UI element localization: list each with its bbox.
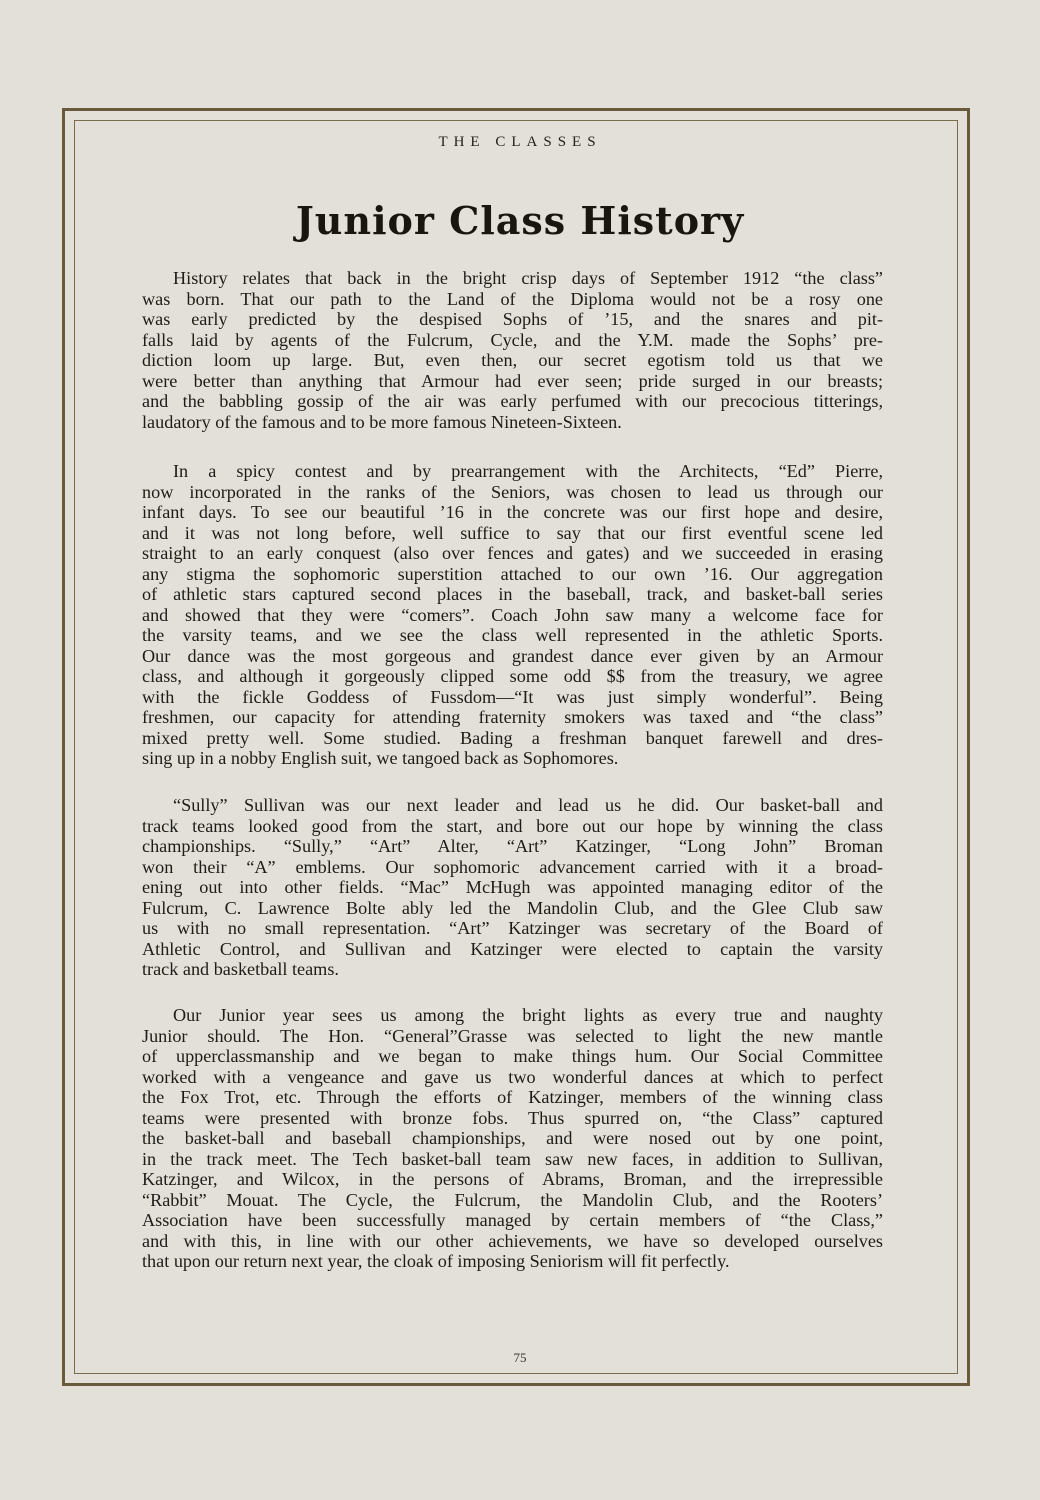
text-line: of upperclassmanship and we began to make things hum. Our Social Committee [142,1046,883,1066]
text-line: ening out into other fields. “Mac” McHugh was appointed managing editor of the [142,877,883,897]
page-number: 75 [513,1350,527,1365]
text-line: the Fox Trot, etc. Through the efforts of Katzinger, members of the winning class [142,1087,883,1107]
text-line: straight to an early conquest (also over fences and gates) and we succeeded in erasing [142,543,883,563]
text-line: and showed that they were “comers”. Coach John saw many a welcome face for [142,604,883,625]
text-line: Our Junior year sees us among the bright lights as every true and naughty [173,1005,883,1025]
text-line: was born. That our path to the Land of the Diploma would not be a rosy one [142,288,883,309]
text-line: were better than anything that Armour had ever seen; pride surged in our breasts; [142,370,883,391]
text-line: In a spicy contest and by prearrangement with the Architects, “Ed” Pierre, [173,461,883,481]
text-line: championships. “Sully,” “Art” Alter, “Art” Katzinger, “Long John” Broman [142,836,883,856]
text-line: laudatory of the famous and to be more famous Nineteen-Sixteen. [142,411,622,432]
text-line: diction loom up large. But, even then, our secret egotism told us that we [142,350,883,370]
text-line: “Rabbit” Mouat. The Cycle, the Fulcrum, the Mandolin Club, and the Rooters’ [142,1189,883,1210]
text-line: freshmen, our capacity for attending fraternity smokers was taxed and “the class” [142,707,883,727]
text-line: in the track meet. The Tech basket-ball team saw new faces, in addition to Sullivan, [142,1148,883,1169]
text-line: us with no small representation. “Art” Katzinger was secretary of the Board of [142,918,883,938]
text-line: sing up in a nobby English suit, we tangoed back as Sophomores. [142,748,619,768]
text-line: the basket-ball and baseball championships, and were nosed out by one point, [142,1128,883,1148]
page-title: Junior Class History [295,198,745,243]
text-line: won their “A” emblems. Our sophomoric advancement carried with it a broad- [142,856,883,877]
paragraph-2 [142,461,883,769]
text-line: that upon our return next year, the cloak of imposing Seniorism will fit perfectly. [142,1251,730,1271]
text-line: was early predicted by the despised Sophs of ’15, and the snares and pit- [142,309,883,329]
text-line: History relates that back in the bright crisp days of September 1912 “the class” [173,268,883,288]
paragraph-4 [142,1005,883,1272]
text-line: Association have been successfully managed by certain members of “the Class,” [142,1210,883,1230]
text-line: Katzinger, and Wilcox, in the persons of Abrams, Broman, and the irrepressible [142,1169,883,1189]
text-line: and the babbling gossip of the air was early perfumed with our precocious titterings, [142,391,883,411]
text-line: and with this, in line with our other achievements, we have so developed ourselves [142,1230,883,1251]
running-head: THE CLASSES [438,134,602,150]
text-line: of athletic stars captured second places in the baseball, track, and basket-ball series [142,584,883,604]
text-line: now incorporated in the ranks of the Seniors, was chosen to lead us through our [142,481,883,502]
text-line: and it was not long before, well suffice to say that our first eventful scene led [142,522,883,543]
text-line: Athletic Control, and Sullivan and Katzinger were elected to captain the varsity [142,938,883,959]
text-line: “Sully” Sullivan was our next leader and lead us he did. Our basket-ball and [173,795,883,815]
paragraph-1 [142,268,883,432]
text-line: class, and although it gorgeously clipped some odd $$ from the treasury, we agree [142,666,883,686]
text-line: track and basketball teams. [142,959,339,979]
text-line: Fulcrum, C. Lawrence Bolte ably led the Mandolin Club, and the Glee Club saw [142,897,883,918]
text-line: infant days. To see our beautiful ’16 in the concrete was our first hope and desire, [142,502,883,522]
text-line: with the fickle Goddess of Fussdom—“It was just simply wonderful”. Being [142,686,883,707]
text-line: track teams looked good from the start, and bore out our hope by winning the class [142,815,883,836]
paragraph-3 [142,795,883,980]
text-line: the varsity teams, and we see the class well represented in the athletic Sports. [142,625,883,645]
text-line: Junior should. The Hon. “General”Grasse was selected to light the new mantle [142,1025,883,1046]
text-line: teams were presented with bronze fobs. Thus spurred on, “the Class” captured [142,1107,883,1128]
text-line: worked with a vengeance and gave us two wonderful dances at which to perfect [142,1066,883,1087]
text-line: any stigma the sophomoric superstition attached to our own ’16. Our aggregation [142,563,883,584]
text-line: mixed pretty well. Some studied. Bading a freshman banquet farewell and dres- [142,727,883,748]
text-line: falls laid by agents of the Fulcrum, Cycle, and the Y.M. made the Sophs’ pre- [142,329,883,350]
text-line: Our dance was the most gorgeous and grandest dance ever given by an Armour [142,645,883,666]
